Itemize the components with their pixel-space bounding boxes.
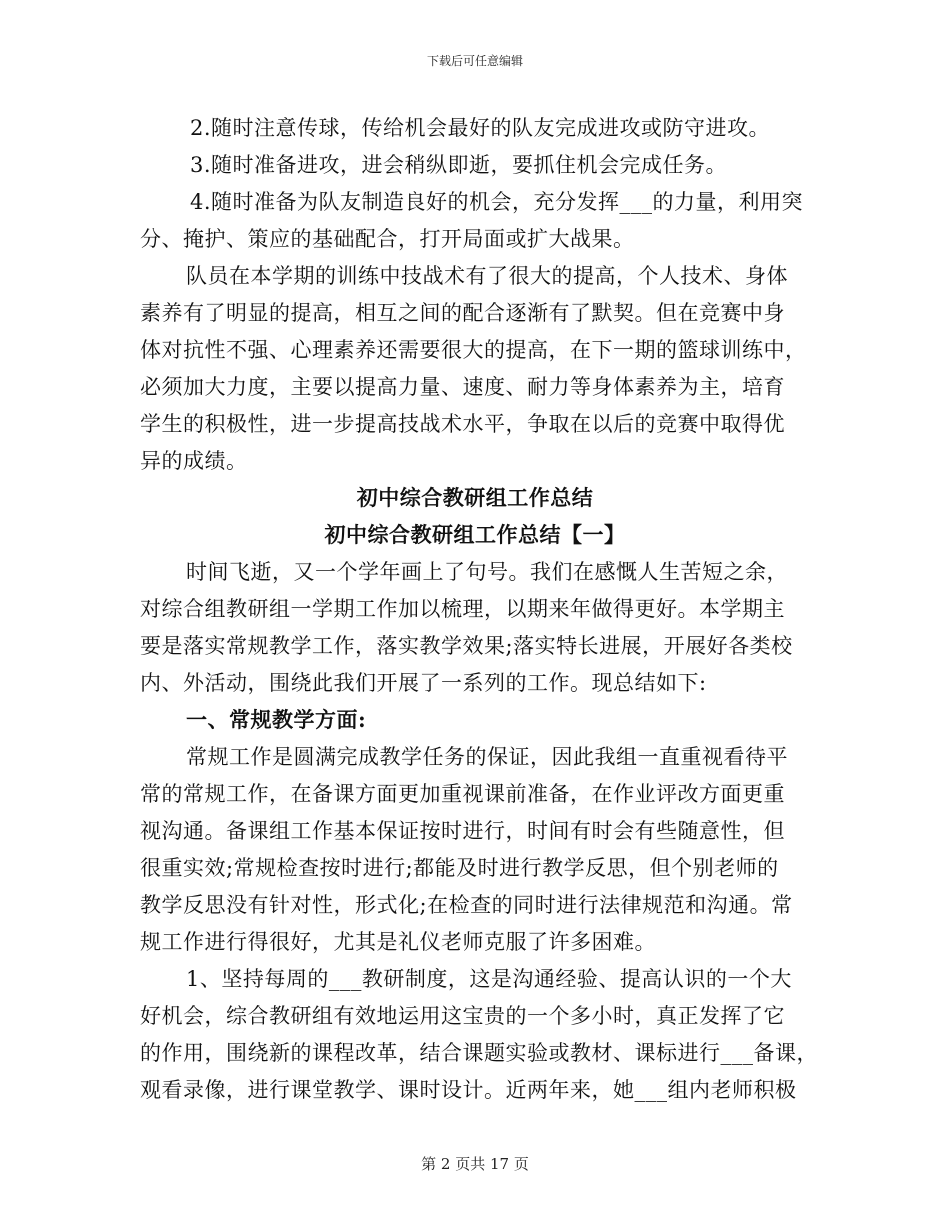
paragraph-line: 要是落实常规教学工作，落实教学效果;落实特长进展，开展好各类校 <box>140 634 793 658</box>
paragraph-line: 4.随时准备为队友制造良好的机会，充分发挥___的力量，利用突 <box>190 190 804 214</box>
section-heading: 一、常规教学方面: <box>186 707 367 732</box>
paragraph-line: 观看录像，进行课堂教学、课时设计。近两年来，她___组内老师积极 <box>140 1078 797 1102</box>
page-footer-number: 第 2 页共 17 页 <box>421 1155 529 1173</box>
paragraph-line: 好机会，综合教研组有效地运用这宝贵的一个多小时，真正发挥了它 <box>140 1004 785 1028</box>
paragraph-line: 的作用，围绕新的课程改革，结合课题实验或教材、课标进行___备课， <box>140 1041 818 1065</box>
paragraph-line: 队员在本学期的训练中技战术有了很大的提高，个人技术、身体 <box>186 264 788 288</box>
page-header-note: 下载后可任意编辑 <box>426 54 523 68</box>
paragraph-line: 2.随时注意传球，传给机会最好的队友完成进攻或防守进攻。 <box>190 116 771 140</box>
paragraph-line: 体对抗性不强、心理素养还需要很大的提高，在下一期的篮球训练中， <box>140 338 807 362</box>
section-title: 初中综合教研组工作总结 <box>356 485 594 510</box>
paragraph-line: 常规工作是圆满完成教学任务的保证，因此我组一直重视看待平 <box>186 745 788 769</box>
paragraph-line: 教学反思没有针对性，形式化;在检查的同时进行法律规范和沟通。常 <box>140 893 793 917</box>
paragraph-line: 规工作进行得很好，尤其是礼仪老师克服了许多困难。 <box>140 930 656 954</box>
paragraph-line: 学生的积极性，进一步提高技战术水平，争取在以后的竞赛中取得优 <box>140 412 785 436</box>
paragraph-line: 素养有了明显的提高，相互之间的配合逐渐有了默契。但在竞赛中身 <box>140 301 785 325</box>
paragraph-line: 视沟通。备课组工作基本保证按时进行，时间有时会有些随意性，但 <box>140 819 785 843</box>
paragraph-line: 内、外活动，围绕此我们开展了一系列的工作。现总结如下: <box>140 671 707 695</box>
paragraph-line: 3.随时准备进攻，进会稍纵即逝，要抓住机会完成任务。 <box>190 153 728 177</box>
section-subtitle: 初中综合教研组工作总结【一】 <box>324 522 626 547</box>
paragraph-line: 对综合组教研组一学期工作加以梳理，以期来年做得更好。本学期主 <box>140 597 785 621</box>
paragraph-line: 分、掩护、策应的基础配合，打开局面或扩大战果。 <box>140 227 635 251</box>
paragraph-line: 必须加大力度，主要以提高力量、速度、耐力等身体素养为主，培育 <box>140 375 785 399</box>
paragraph-line: 时间飞逝，又一个学年画上了句号。我们在感慨人生苦短之余， <box>186 560 788 584</box>
paragraph-line: 异的成绩。 <box>140 449 248 473</box>
paragraph-line: 常的常规工作，在备课方面更加重视课前准备，在作业评改方面更重 <box>140 782 785 806</box>
paragraph-line: 1、坚持每周的___教研制度，这是沟通经验、提高认识的一个大 <box>186 967 792 991</box>
paragraph-line: 很重实效;常规检查按时进行;都能及时进行教学反思，但个别老师的 <box>140 856 779 880</box>
